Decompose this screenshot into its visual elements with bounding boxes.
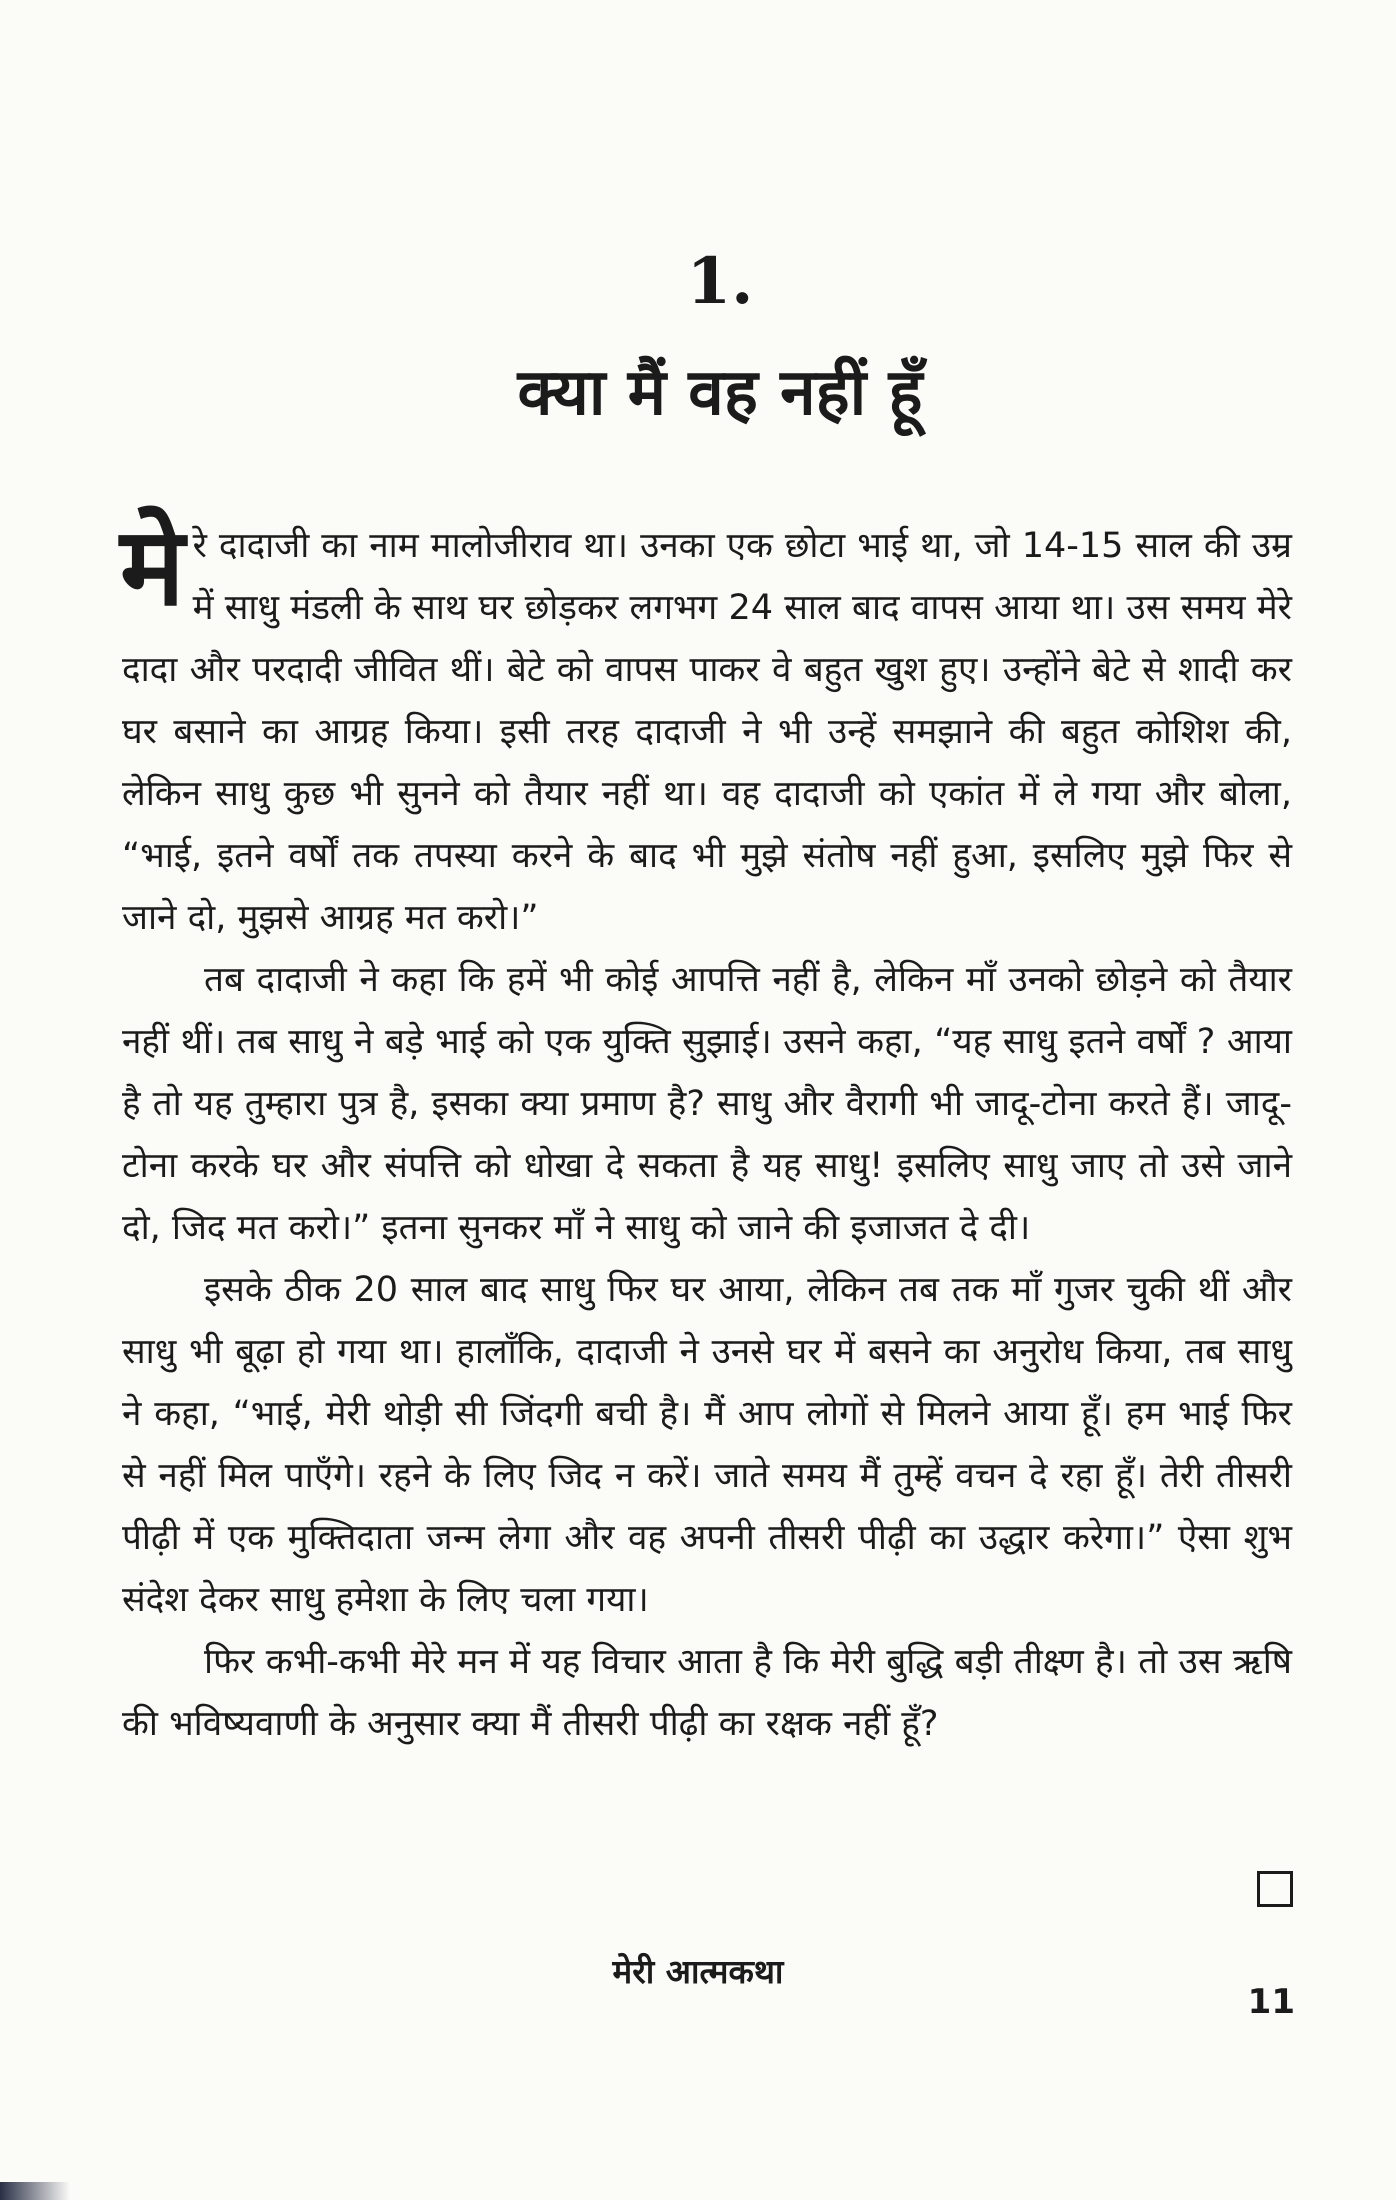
page-number: 11 [1247, 1982, 1295, 2022]
paragraph-1 [120, 504, 1292, 949]
paragraph-3: इसके ठीक 20 साल बाद साधु फिर घर आया, लेकिन तब तक माँ गुजर चुकी थीं और साधु भी बूढ़ा हो गया था। हालाँकि, दादाजी ने उनसे घर में बसने का अनुरोध किया, तब साधु ने कहा, “भाई, मेरी थोड़ी सी जिंदगी बची है। मैं आप लोगों से मिलने आया हूँ। हम भाई फिर से नहीं मिल पाएँगे। रहने के लिए जिद न करें। जाते समय मैं तुम्हें वचन दे रहा हूँ। तेरी तीसरी पीढ़ी में एक मुक्तिदाता जन्म लेगा और वह अपनी तीसरी पीढ़ी का उद्धार करेगा।” ऐसा शुभ संदेश देकर साधु हमेशा के लिए चला गया। [122, 1270, 1292, 1620]
end-of-chapter-box-icon [1257, 1871, 1293, 1907]
chapter-body [120, 504, 1292, 1755]
page-edge-shadow [0, 2182, 70, 2200]
chapter-number: 1. [686, 244, 754, 319]
paragraph-4: फिर कभी-कभी मेरे मन में यह विचार आता है कि मेरी बुद्धि बड़ी तीक्ष्ण है। तो उस ऋषि की भविष्यवाणी के अनुसार क्या मैं तीसरी पीढ़ी का रक्षक नहीं हूँ? [122, 1642, 1292, 1744]
chapter-title: क्या मैं वह नहीं हूँ [517, 356, 923, 430]
paragraph-2: तब दादाजी ने कहा कि हमें भी कोई आपत्ति नहीं है, लेकिन माँ उनको छोड़ने को तैयार नहीं थीं। तब साधु ने बड़े भाई को एक युक्ति सुझाई। उसने कहा, “यह साधु इतने वर्षों ? आया है तो यह तुम्हारा पुत्र है, इसका क्या प्रमाण है? साधु और वैरागी भी जादू-टोना करते हैं। जादू-टोना करके घर और संपत्ति को धोखा दे सकता है यह साधु! इसलिए साधु जाए तो उसे जाने दो, जिद मत करो।” इतना सुनकर माँ ने साधु को जाने की इजाजत दे दी। [122, 960, 1292, 1248]
paragraph-1-text: रे दादाजी का नाम मालोजीराव था। उनका एक छोटा भाई था, जो 14-15 साल की उम्र में साधु मंडली के साथ घर छोड़कर लगभग 24 साल बाद वापस आया था। उस समय मेरे दादा और परदादी जीवित थीं। बेटे को वापस पाकर वे बहुत खुश हुए। उन्होंने बेटे से शादी कर घर बसाने का आग्रह किया। इसी तरह दादाजी ने भी उन्हें समझाने की बहुत कोशिश की, लेकिन साधु कुछ भी सुनने को तैयार नहीं था। वह दादाजी को एकांत में ले गया और बोला, “भाई, इतने वर्षों तक तपस्या करने के बाद भी मुझे संतोष नहीं हुआ, इसलिए मुझे फिर से जाने दो, मुझसे आग्रह मत करो।” [122, 526, 1292, 938]
running-footer-book-title: मेरी आत्मकथा [612, 1952, 784, 1991]
drop-cap: मे [120, 504, 185, 630]
